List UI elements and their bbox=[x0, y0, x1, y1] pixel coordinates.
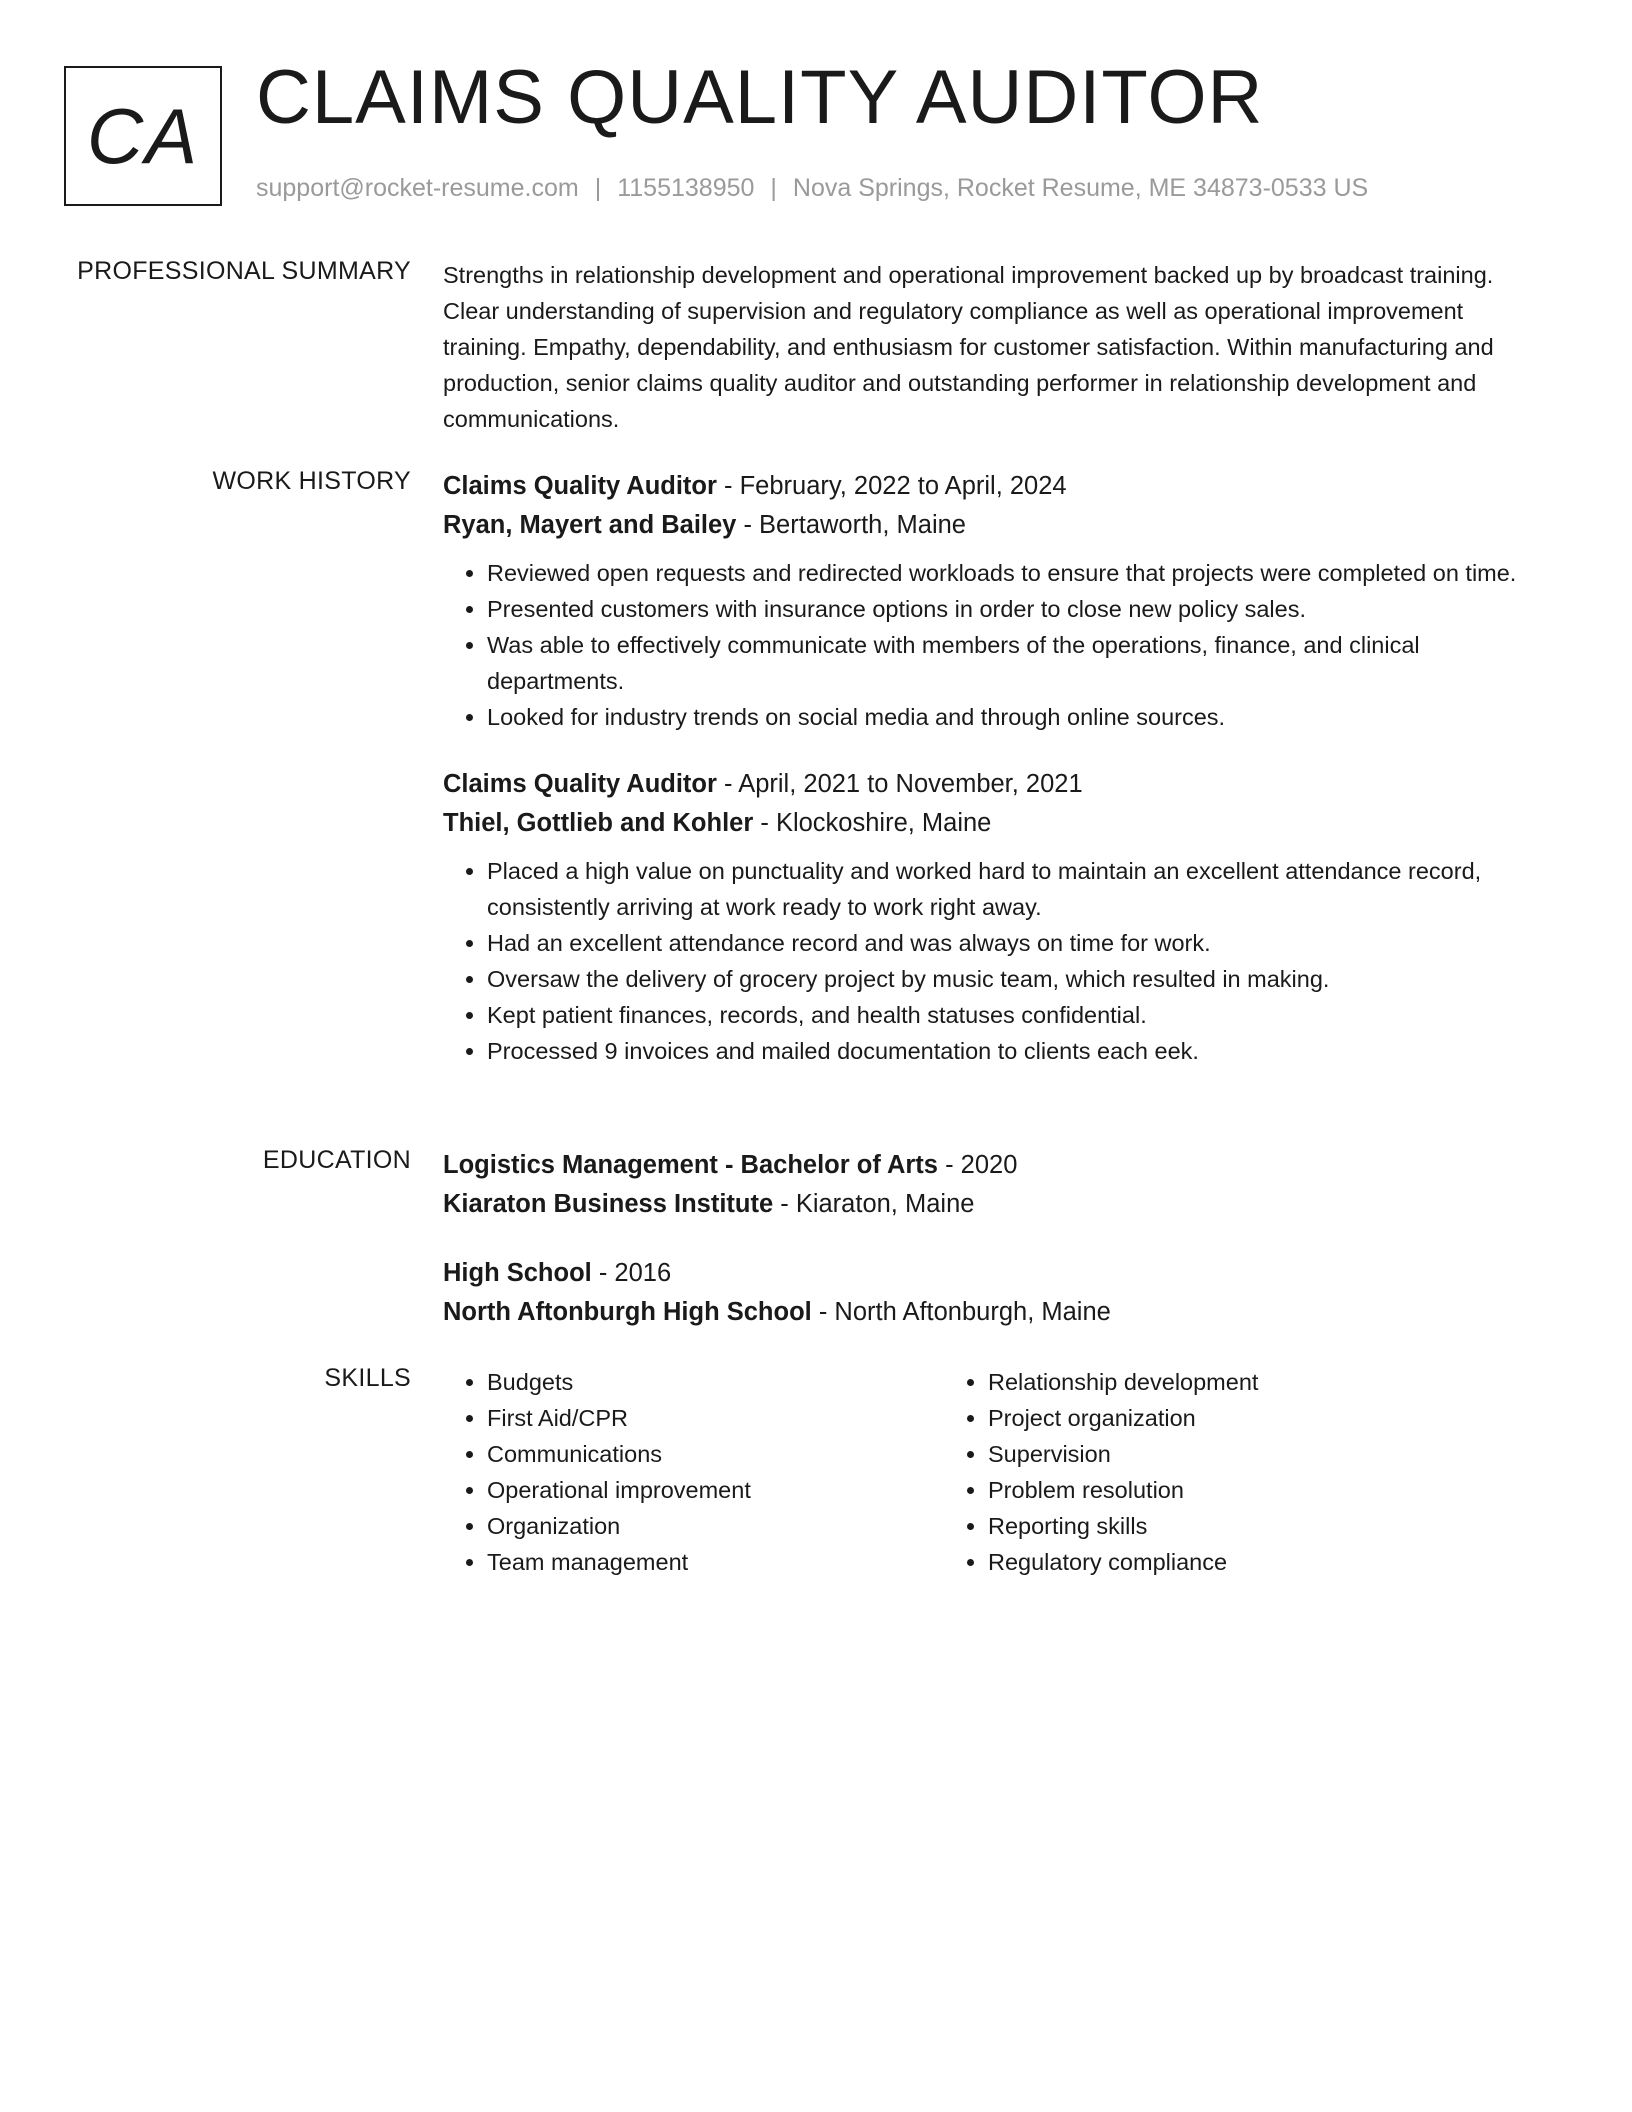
job-title: Claims Quality Auditor bbox=[443, 472, 717, 500]
skill-item: • Problem resolution bbox=[988, 1472, 1445, 1508]
job-bullet: • Kept patient finances, records, and health statuses confidential. bbox=[487, 997, 1553, 1033]
section-heading-summary: PROFESSIONAL SUMMARY bbox=[77, 257, 411, 285]
skill-item: • Organization bbox=[487, 1508, 944, 1544]
monogram-badge bbox=[64, 66, 222, 206]
resume-title: CLAIMS QUALITY AUDITOR bbox=[256, 55, 1264, 140]
contact-email: support@rocket-resume.com bbox=[256, 174, 579, 202]
job-title-line: Claims Quality Auditor - April, 2021 to November, 2021 bbox=[443, 770, 1083, 798]
summary-text: Strengths in relationship development and operational improvement backed up by broadcast training. Clear understanding of supervision and regulatory compliance as well as operational improvement training. Empathy, dependability, and enthusiasm for customer satisfaction. Within manufacturing and production, senior claims quality auditor and outstanding performer in relationship development and communications. bbox=[443, 262, 1494, 432]
skill-item: • Communications bbox=[487, 1436, 944, 1472]
job-bullet: • Oversaw the delivery of grocery project by music team, which resulted in making. bbox=[487, 961, 1553, 997]
education-degree: Logistics Management - Bachelor of Arts bbox=[443, 1151, 938, 1179]
contact-line bbox=[256, 174, 1368, 203]
job-company: Ryan, Mayert and Bailey bbox=[443, 511, 737, 539]
skill-item: • Supervision bbox=[988, 1436, 1445, 1472]
job-bullet: • Was able to effectively communicate with members of the operations, finance, and clinical departments. bbox=[487, 627, 1553, 699]
education-school: North Aftonburgh High School bbox=[443, 1298, 812, 1326]
job-title: Claims Quality Auditor bbox=[443, 770, 717, 798]
skill-item: • Reporting skills bbox=[988, 1508, 1445, 1544]
education-year: 2020 bbox=[960, 1151, 1018, 1179]
job-dates: February, 2022 to April, 2024 bbox=[739, 472, 1067, 500]
job-company-line: Thiel, Gottlieb and Kohler - Klockoshire, Maine bbox=[443, 809, 992, 837]
skill-item: • First Aid/CPR bbox=[487, 1400, 944, 1436]
section-heading-work-history: WORK HISTORY bbox=[212, 467, 411, 495]
job-company-line: Ryan, Mayert and Bailey - Bertaworth, Maine bbox=[443, 511, 966, 539]
contact-phone: 1155138950 bbox=[617, 174, 755, 202]
education-entry bbox=[443, 1254, 1553, 1332]
education-school-line: North Aftonburgh High School - North Aftonburgh, Maine bbox=[443, 1298, 1111, 1326]
education-body bbox=[443, 1146, 1553, 1332]
skill-item: • Relationship development bbox=[988, 1364, 1445, 1400]
job-company: Thiel, Gottlieb and Kohler bbox=[443, 809, 754, 837]
education-school-line: Kiaraton Business Institute - Kiaraton, Maine bbox=[443, 1190, 975, 1218]
contact-separator: | bbox=[594, 174, 602, 202]
education-location: North Aftonburgh, Maine bbox=[834, 1298, 1111, 1326]
contact-separator: | bbox=[770, 174, 777, 202]
skill-item: • Operational improvement bbox=[487, 1472, 944, 1508]
summary-body bbox=[443, 257, 1553, 437]
section-heading-skills: SKILLS bbox=[324, 1364, 411, 1392]
job-bullets bbox=[443, 555, 1553, 735]
job-entry bbox=[443, 467, 1553, 735]
job-bullet: • Placed a high value on punctuality and worked hard to maintain an excellent attendance record, consistently arriving at work ready to work right away. bbox=[487, 853, 1553, 925]
job-bullet: • Reviewed open requests and redirected workloads to ensure that projects were completed on time. bbox=[487, 555, 1553, 591]
job-bullet: • Presented customers with insurance options in order to close new policy sales. bbox=[487, 591, 1553, 627]
education-entry bbox=[443, 1146, 1553, 1224]
job-bullet: • Had an excellent attendance record and was always on time for work. bbox=[487, 925, 1553, 961]
job-bullet: • Looked for industry trends on social media and through online sources. bbox=[487, 699, 1553, 735]
education-degree: High School bbox=[443, 1259, 592, 1287]
skills-columns bbox=[443, 1364, 1553, 1580]
contact-address: Nova Springs, Rocket Resume, ME 34873-0533 US bbox=[792, 174, 1369, 202]
skill-item: • Regulatory compliance bbox=[988, 1544, 1445, 1580]
job-bullets bbox=[443, 853, 1553, 1069]
education-year: 2016 bbox=[614, 1259, 672, 1287]
monogram-initials: CA bbox=[86, 91, 200, 180]
job-dates: April, 2021 to November, 2021 bbox=[738, 770, 1083, 798]
work-history-body bbox=[443, 467, 1553, 1069]
skill-item: • Team management bbox=[487, 1544, 944, 1580]
skills-body bbox=[443, 1364, 1553, 1580]
education-degree-line: High School - 2016 bbox=[443, 1259, 672, 1287]
job-location: Bertaworth, Maine bbox=[759, 511, 966, 539]
job-entry bbox=[443, 765, 1553, 1069]
job-title-line: Claims Quality Auditor - February, 2022 to April, 2024 bbox=[443, 472, 1067, 500]
skill-item: • Project organization bbox=[988, 1400, 1445, 1436]
skills-list-left bbox=[443, 1364, 944, 1580]
job-bullet: • Processed 9 invoices and mailed documentation to clients each eek. bbox=[487, 1033, 1553, 1069]
skill-item: • Budgets bbox=[487, 1364, 944, 1400]
skills-list-right bbox=[944, 1364, 1445, 1580]
education-school: Kiaraton Business Institute bbox=[443, 1190, 774, 1218]
section-heading-education: EDUCATION bbox=[262, 1146, 411, 1174]
education-location: Kiaraton, Maine bbox=[795, 1190, 975, 1218]
education-degree-line: Logistics Management - Bachelor of Arts - 2020 bbox=[443, 1151, 1018, 1179]
job-location: Klockoshire, Maine bbox=[775, 809, 992, 837]
